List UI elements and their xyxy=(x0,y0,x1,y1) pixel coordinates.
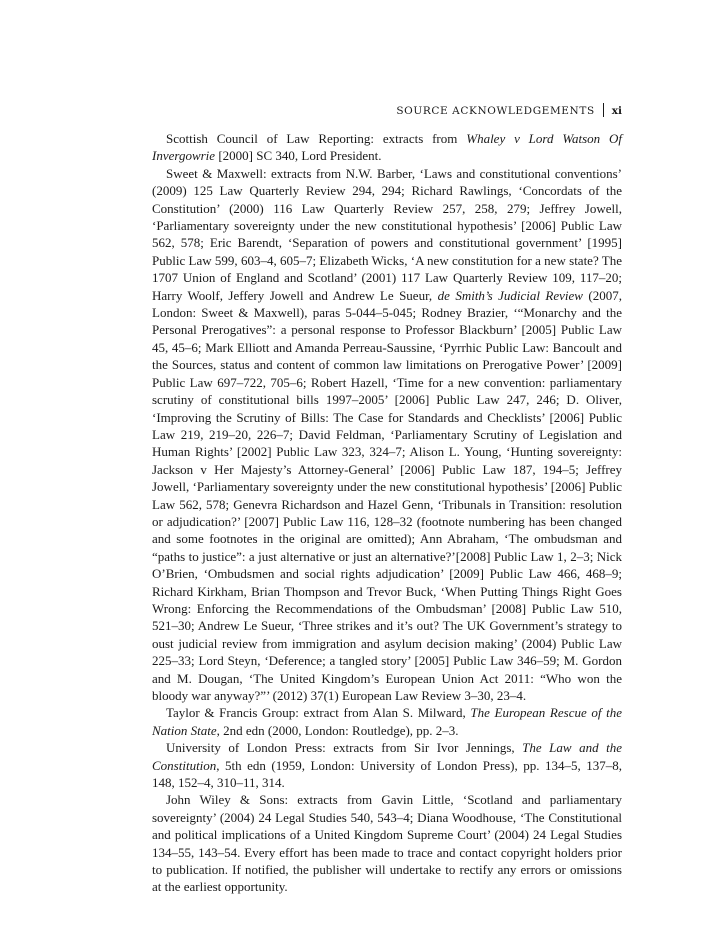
entry-text: Sweet & Maxwell: extracts from N.W. Barber, ‘Laws and constitutional conventions’ (2009) 125 Law Quarterly Review 294, 294; Richard Rawlings, ‘Concordats of the Constitution’ (2000) 116 Law Quarterly Review 257, 258, 279; Jeffrey Jowell, ‘Parliamentary sovereignty under the new constitutional hypothesis’ [2006] Public Law 562, 578; Eric Barendt, ‘Separation of powers and constitutional government’ [1995] Public Law 599, 603–4, 605–7; Elizabeth Wicks, ‘A new constitution for a new state? The 1707 Union of England and Scotland’ (2001) 117 Law Quarterly Review 109, 117–20; Harry Woolf, Jeffery Jowell and Andrew Le Sueur, xyxy=(152,165,622,303)
acknowledgements-text xyxy=(152,130,622,896)
acknowledgement-entry xyxy=(152,739,622,791)
entry-text: , 2nd edn (2000, London: Routledge), pp. 2–3. xyxy=(216,722,459,738)
running-head-title: SOURCE ACKNOWLEDGEMENTS xyxy=(396,105,595,117)
running-head-divider xyxy=(603,103,604,117)
entry-text: Scottish Council of Law Reporting: extracts from xyxy=(166,131,467,146)
work-title: The Law and the Constitution xyxy=(152,740,622,773)
entry-text: [2000] SC 340, Lord President. xyxy=(215,148,382,164)
acknowledgement-entry xyxy=(152,791,622,895)
entry-text: John Wiley & Sons: extracts from Gavin Little, ‘Scotland and parliamentary sovereignty’ (2004) 24 Legal Studies 540, 543–4; Diana Woodhouse, ‘The Constitutional and political implications of a United Kingdom Supreme Court’ (2004) 24 Legal Studies 134–55, 143–54. Every effort has been made to trace and contact copyright holders prior to publication. If notified, the publisher will undertake to rectify any errors or omissions at the earliest opportunity. xyxy=(152,792,622,895)
work-title: Whaley v Lord Watson Of Invergowrie xyxy=(152,131,622,164)
entry-text: (2007, London: Sweet & Maxwell), paras 5-044–5-045; Rodney Brazier, ‘“Monarchy and the Personal Prerogatives”: a personal response to Professor Blackburn’ [2005] Public Law 45, 45–6; Mark Elliott and Amanda Perreau-Saussine, ‘Pyrrhic Public Law: Bancoult and the Sources, status and content of common law limitations on Prerogative Power’ [2009] Public Law 697–722, 705–6; Robert Hazell, ‘Time for a new convention: parliamentary scrutiny of constitutional bills 1997–2005’ [2006] Public Law 247, 246; D. Oliver, ‘Improving the Scrutiny of Bills: The Case for Standards and Checklists’ [2006] Public Law 219, 219–20, 226–7; David Feldman, ‘Parliamentary Scrutiny of Legislation and Human Rights’ [2002] Public Law 323, 324–7; Alison L. Young, ‘Hunting sovereignty: Jackson v Her Majesty’s Attorney-General’ [2006] Public Law 187, 194–5; Jeffrey Jowell, ‘Parliamentary sovereignty under the new constitutional hypothesis’ [2006] Public Law 562, 578; Genevra Richardson and Hazel Genn, ‘Tribunals in Transition: resolution or adjudication?’ [2007] Public Law 116, 128–32 (footnote numbering has been changed and some footnotes in the original are omitted); Ann Abraham, ‘The ombudsman and “paths to justice”: a just alternative or just an alternative?’[2008] Public Law 1, 2–3; Nick O’Brien, ‘Ombudsmen and social rights adjudication’ [2009] Public Law 466, 468–9; Richard Kirkham, Brian Thompson and Trevor Buck, ‘When Putting Things Right Goes Wrong: Enforcing the Recommendations of the Ombudsman’ [2008] Public Law 510, 521–30; Andrew Le Sueur, ‘Three strikes and it’s out? The UK Government’s strategy to oust judicial review from immigration and asylum decision making’ (2004) Public Law 225–33; Lord Steyn, ‘Deference; a tangled story’ [2005] Public Law 346–59; M. Gordon and M. Dougan, ‘The United Kingdom’s European Union Act 2011: “Who won the bloody war anyway?”’ (2012) 37(1) European Law Review 3–30, 23–4. xyxy=(152,287,622,703)
work-title: The European Rescue of the Nation State xyxy=(152,705,623,738)
running-head xyxy=(152,103,622,118)
page-number: xi xyxy=(611,105,622,117)
entry-text: Taylor & Francis Group: extract from Alan S. Milward, xyxy=(166,705,471,721)
acknowledgement-entry xyxy=(152,704,622,739)
acknowledgement-entry xyxy=(152,165,622,705)
entry-text: University of London Press: extracts from Sir Ivor Jennings, xyxy=(166,740,523,756)
acknowledgement-entry xyxy=(152,130,622,165)
entry-text: , 5th edn (1959, London: University of London Press), pp. 134–5, 137–8, 148, 152–4, 310–11, 314. xyxy=(152,757,622,791)
work-title: de Smith’s Judicial Review xyxy=(437,287,583,303)
